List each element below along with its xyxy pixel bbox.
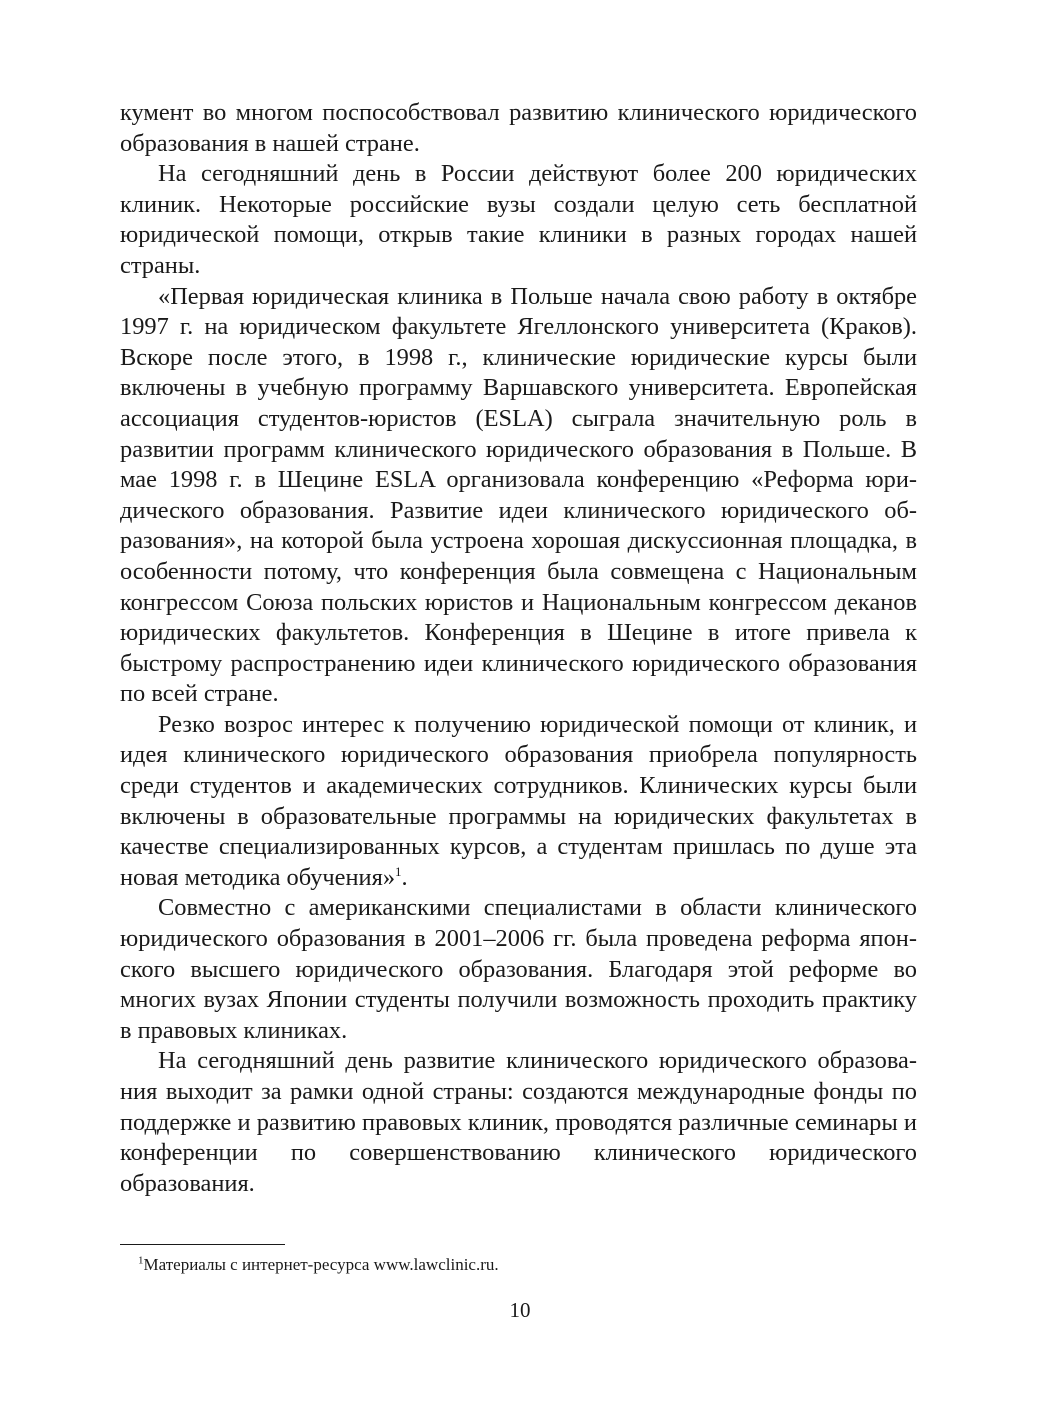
paragraph-continuation: кумент во многом поспособствовал развитию клинического юридического образования в нашей стране. <box>120 99 917 157</box>
page-number: 10 <box>509 1298 531 1322</box>
paragraph-interest-end: . <box>401 863 408 891</box>
paragraph-poland-quote: «Первая юридическая клиника в Польше начала свою работу в октябре 1997 г. на юридическом факультете Ягеллонского университета (Краков). Вскоре после этого, в 1998 г., клинические юридические курсы были включены в учебную программу Варшавского университета. Европейская ассоциация студентов-юристов (ESLA) сыграла значительную роль в развитии программ клинического юридического образования в Польше. В мае 1998 г. в Шецине ESLA организовала конференцию «Реформа юридического образования. Развитие идеи клинического юридического образования», на которой была устроена хорошая дискуссионная площадка, в особенности потому, что конференция была совмещена с Национальным конгрессом Союза польских юристов и Национальным конгрессом деканов юридических факультетов. Конференция в Шецине в итоге привела к быстрому распространению идеи клинического юридического образования по всей стране. <box>120 282 917 708</box>
footnote-marker: 1 <box>138 1254 144 1267</box>
footnote-divider <box>120 1244 285 1245</box>
page-body <box>120 98 917 1199</box>
footnote-text: Материалы с интернет-ресурса www.lawclinic.ru. <box>143 1255 499 1274</box>
paragraph-japan-reform: Совместно с американскими специалистами в области клинического юридического образования в 2001–2006 гг. была проведена реформа японского высшего юридического образования. Благодаря этой реформе во многих вузах Японии студенты получили возможность проходить практику в правовых клиниках. <box>120 894 917 1044</box>
paragraph-interest <box>120 710 917 894</box>
paragraph-russia-clinics: На сегодняшний день в России действуют более 200 юридических клиник. Некоторые российские вузы создали целую сеть бесплатной юридической помощи, открыв такие клиники в разных городах нашей страны. <box>120 160 917 279</box>
paragraph-international: На сегодняшний день развитие клинического юридического образования выходит за рамки одной страны: создаются международные фонды по поддержке и развитию правовых клиник, проводятся различные семинары и конференции по совершенствованию клинического юридического образования. <box>120 1047 917 1197</box>
footnote-reference[interactable]: 1 <box>395 863 402 879</box>
paragraph-interest-text: Резко возрос интерес к получению юридической помощи от клиник, и идея клинического юридического образования приобрела популярность среди студентов и академических сотрудников. Клинических курсы были включены в образовательные программы на юридических факультетах в качестве специализированных курсов, а студентам пришлась по душе эта новая методика обучения» <box>120 710 917 891</box>
footnote <box>138 1254 499 1276</box>
